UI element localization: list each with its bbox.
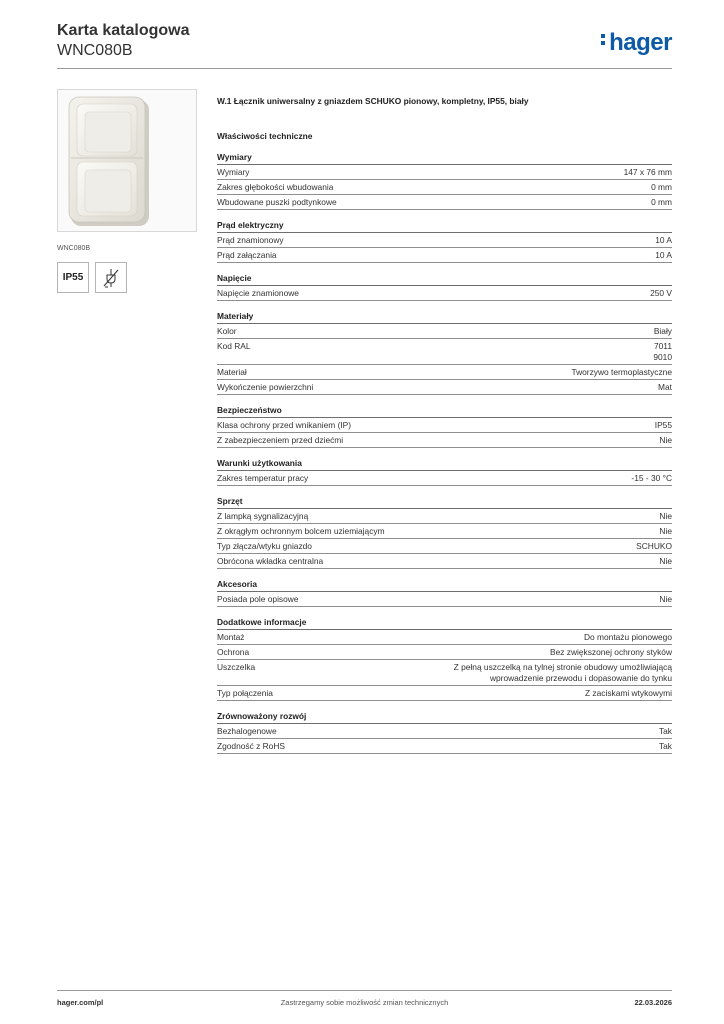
plug-warning-icon <box>101 267 121 289</box>
spec-value: 147 x 76 mm <box>623 167 672 177</box>
spec-value: Mat <box>658 382 672 392</box>
image-caption: WNC080B <box>57 245 91 252</box>
spec-value: Nie <box>659 511 672 521</box>
spec-label: Napięcie znamionowe <box>217 288 299 298</box>
spec-value: 7011 9010 <box>653 341 672 362</box>
spec-label: Z zabezpieczeniem przed dziećmi <box>217 435 344 445</box>
spec-label: Kod RAL <box>217 341 251 351</box>
spec-value: -15 - 30 °C <box>631 473 672 483</box>
specification-panel <box>217 95 672 754</box>
spec-value: Nie <box>659 594 672 604</box>
spec-value: Nie <box>659 435 672 445</box>
properties-heading: Właściwości techniczne <box>217 131 313 141</box>
spec-label: Wbudowane puszki podtynkowe <box>217 197 337 207</box>
spec-value: Tworzywo termoplastyczne <box>571 367 672 377</box>
spec-label: Bezhalogenowe <box>217 726 277 736</box>
spec-label: Ochrona <box>217 647 250 657</box>
product-image-frame <box>57 89 197 232</box>
spec-row <box>217 592 672 607</box>
spec-row <box>217 524 672 539</box>
spec-label: Wykończenie powierzchni <box>217 382 314 392</box>
spec-row <box>217 380 672 395</box>
child-protection-icon <box>95 262 127 293</box>
product-title: W.1 Łącznik uniwersalny z gniazdem SCHUKO pionowy, kompletny, IP55, biały <box>217 96 529 106</box>
product-panel <box>57 89 197 293</box>
spec-value: Bez zwiększonej ochrony styków <box>550 647 672 657</box>
spec-value: 0 mm <box>651 182 672 192</box>
section-title: Prąd elektryczny <box>217 219 672 233</box>
spec-label: Prąd znamionowy <box>217 235 284 245</box>
footer-divider <box>57 990 672 991</box>
spec-row <box>217 630 672 645</box>
spec-row <box>217 165 672 180</box>
spec-row <box>217 286 672 301</box>
spec-row <box>217 433 672 448</box>
ip55-badge-label: IP55 <box>62 272 84 283</box>
product-code: WNC080B <box>57 42 133 59</box>
spec-label: Posiada pole opisowe <box>217 594 299 604</box>
spec-value: Z pełną uszczelką na tylnej stronie obudowy umożliwiającą wprowadzenie przewodu i dopasowanie do tynku <box>453 662 672 683</box>
section-title: Napięcie <box>217 272 672 286</box>
spec-label: Prąd załączania <box>217 250 277 260</box>
spec-label: Typ złącza/wtyku gniazdo <box>217 541 312 551</box>
spec-section <box>217 710 672 754</box>
spec-row <box>217 195 672 210</box>
spec-label: Obrócona wkładka centralna <box>217 556 324 566</box>
spec-value: Nie <box>659 556 672 566</box>
spec-value: 10 A <box>655 235 672 245</box>
spec-value: 250 V <box>650 288 672 298</box>
spec-row <box>217 739 672 754</box>
spec-row <box>217 339 672 365</box>
spec-value: Tak <box>658 741 672 751</box>
spec-label: Wymiary <box>217 167 250 177</box>
section-title: Zrównoważony rozwój <box>217 710 672 724</box>
spec-section <box>217 495 672 569</box>
spec-row <box>217 180 672 195</box>
spec-sections <box>217 151 672 754</box>
feature-badges <box>57 262 197 293</box>
spec-label: Montaż <box>217 632 245 642</box>
section-title: Warunki użytkowania <box>217 457 672 471</box>
spec-row <box>217 324 672 339</box>
spec-row <box>217 365 672 380</box>
header-divider <box>57 68 672 69</box>
footer-date: 22.03.2026 <box>634 998 672 1007</box>
spec-label: Klasa ochrony przed wnikaniem (IP) <box>217 420 352 430</box>
spec-label: Materiał <box>217 367 247 377</box>
spec-row <box>217 724 672 739</box>
spec-row <box>217 248 672 263</box>
spec-section <box>217 219 672 263</box>
spec-label: Z lampką sygnalizacyjną <box>217 511 309 521</box>
spec-row <box>217 509 672 524</box>
spec-value: 0 mm <box>651 197 672 207</box>
footer-website: hager.com/pl <box>57 998 104 1007</box>
spec-value: Nie <box>659 526 672 536</box>
spec-label: Z okrągłym ochronnym bolcem uziemiającym <box>217 526 385 536</box>
spec-label: Kolor <box>217 326 237 336</box>
section-title: Materiały <box>217 310 672 324</box>
spec-label: Uszczelka <box>217 662 256 672</box>
spec-value: Tak <box>658 726 672 736</box>
spec-value: SCHUKO <box>636 541 672 551</box>
page-footer <box>57 998 672 1010</box>
spec-row <box>217 645 672 660</box>
product-image <box>65 94 191 228</box>
spec-section <box>217 151 672 210</box>
spec-value: Do montażu pionowego <box>584 632 672 642</box>
spec-value: Biały <box>653 326 672 336</box>
section-title: Bezpieczeństwo <box>217 404 672 418</box>
spec-row <box>217 539 672 554</box>
logo-text: hager <box>609 29 672 56</box>
spec-section <box>217 272 672 301</box>
spec-value: 10 A <box>655 250 672 260</box>
section-title: Dodatkowe informacje <box>217 616 672 630</box>
footer-disclaimer: Zastrzegamy sobie możliwość zmian technicznych <box>280 998 449 1007</box>
spec-value: Z zaciskami wtykowymi <box>584 688 672 698</box>
section-title: Sprzęt <box>217 495 672 509</box>
spec-section <box>217 310 672 395</box>
section-title: Akcesoria <box>217 578 672 592</box>
spec-label: Zakres głębokości wbudowania <box>217 182 334 192</box>
spec-label: Typ połączenia <box>217 688 273 698</box>
hager-logo <box>601 29 672 57</box>
page-header <box>57 21 672 69</box>
section-title: Wymiary <box>217 151 672 165</box>
spec-row <box>217 418 672 433</box>
spec-section <box>217 457 672 486</box>
spec-row <box>217 660 672 686</box>
spec-label: Zgodność z RoHS <box>217 741 285 751</box>
ip55-badge <box>57 262 89 293</box>
logo-dots-icon <box>601 31 607 48</box>
spec-row <box>217 554 672 569</box>
spec-label: Zakres temperatur pracy <box>217 473 309 483</box>
document-title: Karta katalogowa <box>57 22 190 39</box>
spec-value: IP55 <box>654 420 672 430</box>
spec-section <box>217 578 672 607</box>
spec-row <box>217 471 672 486</box>
spec-row <box>217 233 672 248</box>
spec-section <box>217 404 672 448</box>
spec-section <box>217 616 672 701</box>
spec-row <box>217 686 672 701</box>
